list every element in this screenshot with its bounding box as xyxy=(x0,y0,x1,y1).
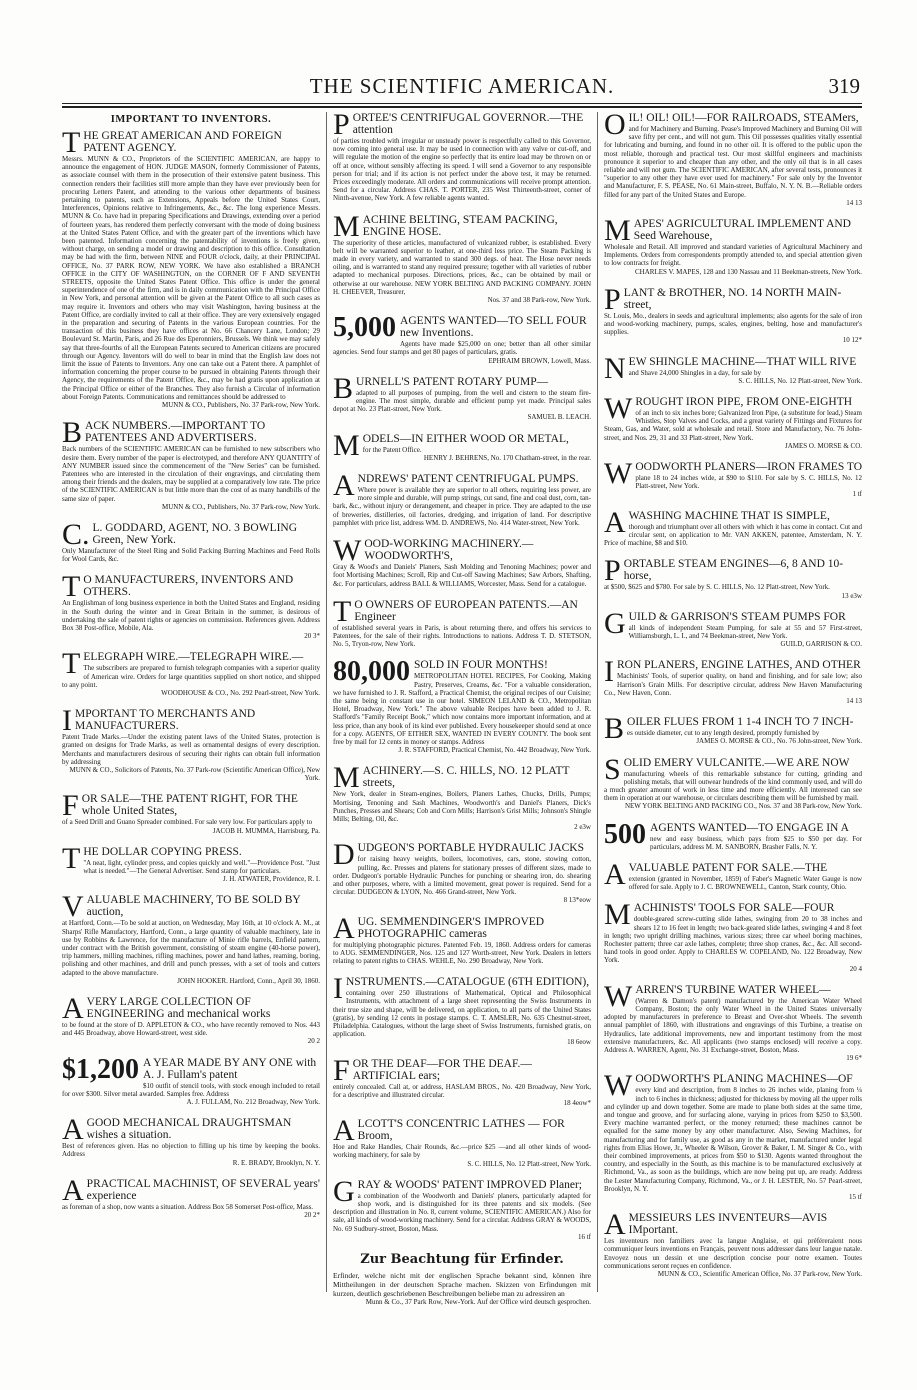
ad-headline: ALCOTT'S CONCENTRIC LATHES — FOR Broom, xyxy=(333,1114,565,1148)
ad-headline: MODELS—IN EITHER WOOD OR METAL, xyxy=(333,428,569,462)
ad-headline: PLANT & BROTHER, NO. 14 NORTH MAIN-street, xyxy=(604,282,842,316)
ad-body-text: extension (granted in November, 1859) of Faber's Magnetic Water Gauge is now offered for sale. Apply to J. C. BROWNEWELL, Canton, Stark county, Ohio. xyxy=(628,874,862,892)
ad-headline: MAPES' AGRICULTURAL IMPLEMENT AND Seed Warehouse, xyxy=(604,214,851,248)
ad-body-text: containing over 250 illustrations of Mathematical, Optical and Philosophical Instruments, with attachment of a large sheet representing the Swiss Instruments in their true size and shape, will be delivered, on application, to all parts of the United States (gratis), by sending 12 cents in postage stamps. C. T. AMSLER, No. 635 Chestnut-street, Philadelphia. Catalogues, without the large sheet of Swiss Instruments, furnished gratis, on application. xyxy=(333,989,591,1039)
section-title: IMPORTANT TO INVENTORS. xyxy=(110,114,272,125)
ad-signature: R. E. BRADY, Brooklyn, N. Y. xyxy=(232,1158,320,1167)
advertisement xyxy=(604,818,862,851)
ad-body-text: $10 outfit of stencil tools, with stock enough included to retail for over $300. Silver metal awarded. Samples free. Address xyxy=(62,1081,320,1098)
ad-headline: C.L. GODDARD, AGENT, NO. 3 BOWLING Green, New York. xyxy=(62,517,298,551)
ad-headline: PORTABLE STEAM ENGINES—6, 8 AND 10-horse, xyxy=(604,554,844,588)
ad-signature: JAMES O. MORSE & CO., No. 76 John-street, New York. xyxy=(696,737,862,746)
advertisement xyxy=(333,312,591,365)
ad-signature: MUNN & CO., Publishers, No. 37 Park-row, New York. xyxy=(161,502,320,511)
ad-body-text: and Shave 24,000 Shingles in a day, for sale by xyxy=(628,368,761,377)
ad-body-text: for the Patent Office. xyxy=(362,445,422,454)
advertisement xyxy=(62,114,320,409)
ad-headline: GUILD & GARRISON'S STEAM PUMPS FOR xyxy=(604,606,846,640)
advertisement xyxy=(333,594,591,649)
advertisement xyxy=(604,898,862,973)
ad-headline: TO MANUFACTURERS, INVENTORS AND OTHERS. xyxy=(62,570,294,604)
ad-signature: 18 4eow* xyxy=(563,1099,591,1108)
header-rule-thick xyxy=(62,106,862,108)
ad-headline: BURNELL'S PATENT ROTARY PUMP— xyxy=(333,371,549,405)
ad-signature: Munn & Co., 37 Park Row, New-York. Auf der Office wird deutsch gesprochen. xyxy=(365,1298,591,1307)
ad-headline: IRON PLANERS, ENGINE LATHES, AND OTHER xyxy=(604,655,861,689)
ad-body-text: Machinists' Tools, of superior quality, on hand and finishing, and for sale low; also Harrison's Grain Mills. For descriptive circular, address New Haven Manufacturing Co., New Haven, Conn. xyxy=(604,672,862,697)
ad-signature: CHARLES V. MAPES, 128 and 130 Nassau and 11 Beekman-streets, New York. xyxy=(635,267,862,276)
ad-signature: MUNN & CO., Scientific American Office, No. 37 Park-row, New York. xyxy=(657,1270,862,1279)
ad-headline: BOILER FLUES FROM 1 1-4 INCH TO 7 INCH- xyxy=(604,712,854,746)
column-left xyxy=(62,112,320,1292)
ad-body-text: new and easy business, which pays from $25 to $50 per day. For particulars, address M. M. SANBORN, Brasher Falls, N. Y. xyxy=(650,834,862,851)
ad-headline: FOR THE DEAF—FOR THE DEAF.—ARTIFICIAL ears; xyxy=(333,1053,532,1087)
ad-headline: SOLID EMERY VULCANITE.—WE ARE NOW xyxy=(604,752,850,786)
ad-headline: AGENTS WANTED—TO ENGAGE IN A xyxy=(650,821,849,834)
ad-headline: AVALUABLE PATENT FOR SALE.—THE xyxy=(604,857,828,891)
advertisement xyxy=(604,554,862,600)
advertisement xyxy=(604,392,862,450)
ad-body-text: of established several years in Paris, is about returning there, and offers his services to Patentees, for the sale of their rights. Introductions to nations. Address T. D. STETSON, No. 5, Tryon-row, New York. xyxy=(333,623,591,649)
ad-headline: AVERY LARGE COLLECTION OF ENGINEERING and mechanical works xyxy=(62,992,271,1026)
ad-body-text: of parties troubled with irregular or unsteady power is respectfully called to this Governor, now coming into general use. It may be used in connection with any valve or cut-off, and will regulate the motion of the engine so perfectly that its entire load may be thrown on or off at once, without sensibly affecting its speed. I will send a Governor to any responsible person for trial; and if its action is not perfect under the above test, it may be returned. Prices exceedingly moderate. All orders and communications will receive prompt attention. Send for a circular. Address CHAS. T. PORTER, 235 West Thirteenth-street, corner of Ninth-avenue, New York. A few reliable agents wanted. xyxy=(333,137,591,203)
ad-body-text: for multiplying photographic pictures. Patented Feb. 19, 1860. Address orders for cameras to AUG. SEMMENDINGER, Nos. 125 and 127 Worth-street, New York. Dealers in letters relating to patent rights to CHAS. WEHLE, No. 290 Broadway, New York. xyxy=(333,940,591,965)
ad-signature: JACOB H. MUMMA, Harrisburg, Pa. xyxy=(212,826,320,835)
ad-signature: GUILD, GARRISON & CO. xyxy=(780,640,862,649)
column-middle xyxy=(333,108,591,1307)
page-number: 319 xyxy=(828,74,860,98)
ad-headline: AGOOD MECHANICAL DRAUGHTSMAN wishes a situation. xyxy=(62,1113,292,1147)
advertisement xyxy=(333,371,591,422)
ad-signature: J. H. ATWATER, Providence, R. I. xyxy=(222,875,320,884)
ad-signature: 18 6eow xyxy=(567,1038,591,1047)
ad-signature: 20 3* xyxy=(304,632,320,641)
page-header xyxy=(62,74,862,104)
ad-headline: FOR SALE—THE PATENT RIGHT, FOR THE whole United States, xyxy=(62,789,298,823)
ad-signature: Nos. 37 and 38 Park-row, New York. xyxy=(487,296,591,305)
ad-headline: INSTRUMENTS.—CATALOGUE (6TH EDITION), xyxy=(333,972,590,1006)
advertisement xyxy=(604,1069,863,1202)
advertisement xyxy=(62,704,320,783)
ad-body-text: Best of references given. Has no objection to filling up his time by keeping the books. Address xyxy=(62,1142,320,1159)
column-separator xyxy=(597,112,598,1292)
ad-body-text: New York, dealer in Steam-engines, Boilers, Planers Lathes, Chucks, Drills, Pumps; Mortising, Tenoning and Sash Machines, Woodworth's and Daniel's Planers, Dick's Punches, Presses and Shears; Cob and Corn Mills; Harrison's Grist Mills; Johnson's Shingle Mills; Belting, Oil, &c. xyxy=(333,790,591,823)
advertisement xyxy=(333,1174,591,1241)
advertisement xyxy=(333,656,591,755)
ad-headline: AMESSIEURS LES INVENTEURS—AVIS IMportant. xyxy=(604,1208,828,1242)
ad-body-text: at Hartford, Conn.—To be sold at auction, on Wednesday, May 16th, at 10 o'clock A. M., at Sharps' Rifle Manufactory, Hartford, Conn., a large quantity of valuable machinery, late in use by Robbins & Lawrence, for the manufacture of Minie rifle barrels, Enfield pattern, under contract with the British government, consisting of steam engine (40-horse power), trip hammers, milling machines, rifling machines, power and hand lathes, reaming, boring, polishing and other machines, and drill and punch presses, with a set of tools and cutters adapted to the above manufacture. xyxy=(62,919,320,977)
advertisement xyxy=(333,534,591,588)
ad-body-text: and for Machinery and Burning. Pease's Improved Machinery and Burning Oil will save fifty per cent., and will not gum. This Oil possesses qualities vitally essential for lubricating and burning, and found in no other oil. It is offered to the public upon the most reliable, thorough and practical test. Our most skillful engineers and machinists pronounce it superior to and cheaper than any other, and the only oil that is in all cases reliable and will not gum. The SCIENTIFIC AMERICAN, after several tests, pronounces it "superior to any other they have ever used for machinery." For sale only by the Inventor and Manufacturer, F. S. PEASE, No. 61 Main-street, Buffalo, N. Y. N. B.—Reliable orders filled for any part of the United States and Europe. xyxy=(604,125,862,199)
ad-body-text: to be found at the store of D. APPLETON & CO., who have recently removed to Nos. 443 and 445 Broadway, above Howard-street, west side. xyxy=(62,1021,320,1038)
ad-headline: WROUGHT IRON PIPE, FROM ONE-EIGHTH xyxy=(604,392,853,426)
ad-signature: SAMUEL B. LEACH. xyxy=(527,413,591,422)
ad-headline: BACK NUMBERS.—IMPORTANT TO PATENTEES AND ADVERTISERS. xyxy=(62,416,266,450)
column-right xyxy=(604,108,863,1292)
ad-headline: IMPORTANT TO MERCHANTS AND MANUFACTURERS. xyxy=(62,704,256,738)
advertisement xyxy=(604,505,862,548)
ad-signature: 19 6* xyxy=(846,1054,862,1063)
ad-body-text: Only Manufacturer of the Steel Ring and Solid Packing Burring Machines and Feed Rolls for Wool Cards, &c. xyxy=(62,546,320,564)
ad-headline: A YEAR MADE BY ANY ONE with A. J. Fullam's patent xyxy=(143,1056,317,1081)
ad-signature: 20 2* xyxy=(304,1211,320,1220)
advertisement xyxy=(604,214,862,276)
advertisement xyxy=(333,761,591,832)
ad-headline: VALUABLE MACHINERY, TO BE SOLD BY auction, xyxy=(62,890,301,924)
ad-body-text: Agents have made $25,000 on one; better than all other similar agencies. Send four stamps and get 80 pages of particulars, gratis. xyxy=(333,340,591,357)
ad-signature: WOODHOUSE & CO., No. 292 Pearl-street, New York. xyxy=(161,688,320,697)
ad-body-text: plane 18 to 24 inches wide, at $90 to $110. For sale by S. C. HILLS, No. 12 Platt-street, New York. xyxy=(635,474,862,491)
advertisement xyxy=(604,457,862,499)
advertisement xyxy=(333,209,591,305)
advertisement xyxy=(333,911,591,966)
ad-body-text: of an inch to six inches bore; Galvanized Iron Pipe, (a substitute for lead,) Steam Whistles, Stop Valves and Cocks, and a great variety of Fittings and Fixtures for Steam, Gas, and Water, sold at wholesale and retail. Store and Manufactory, No. 76 John-street, and Nos. 29, 31 and 33 Platt-street, New York. xyxy=(604,409,862,442)
ad-headline: MACHINE BELTING, STEAM PACKING, ENGINE HOSE. xyxy=(333,209,558,243)
ad-signature: 14 13 xyxy=(846,198,862,207)
ad-body-text: at $500, $625 and $780. For sale by S. C. HILLS, No. 12 Platt-street, New York. xyxy=(604,583,830,592)
ad-body-text: The subscribers are prepared to furnish telegraph companies with a superior quality of American wire. Orders for large quantities supplied on short notice, and shipped to any point. xyxy=(62,664,320,689)
page-title: THE SCIENTIFIC AMERICAN. xyxy=(309,74,615,98)
ad-signature: HENRY J. BEHRENS, No. 170 Chatham-street, in the rear. xyxy=(423,453,591,462)
ad-signature: JOHN HOOKER. Hartford, Conn., April 30, 1860. xyxy=(177,976,320,985)
ad-body-text: Patent Trade Marks.—Under the existing patent laws of the United States, protection is granted on designs for Trade Marks, as well as ornamental designs of every description. Merchants and manufacturers desirous of securing their rights can obtain full information by addressing xyxy=(62,733,320,766)
ad-headline: THE GREAT AMERICAN AND FOREIGN PATENT AGENCY. xyxy=(62,126,282,159)
ad-signature: 8 13*eow xyxy=(563,896,591,905)
advertisement xyxy=(604,857,862,892)
advertisement xyxy=(604,1208,862,1279)
ad-headline: NEW SHINGLE MACHINE—THAT WILL RIVE xyxy=(604,351,857,385)
ad-body-text: Back numbers of the SCIENTIFIC AMERICAN can be furnished to new subscribers who desire them. Every number of the paper is electrotyped, and therefore ANY QUANTITY of ANY NUMBER issued since the commencement of the "New Series" can be furnished. Patentees who are interested in the circulation of their engravings, and circulating them among their friends and the dealers, may be supplied at a comparatively low rate. The price of the SCIENTIFIC AMERICAN is but little more than the cost of as many handbills of the same size of paper. xyxy=(62,445,320,503)
advertisement xyxy=(604,606,862,649)
ad-signature: NEW YORK BELTING AND PACKING CO., Nos. 37 and 38 Park-row, New York. xyxy=(624,802,862,811)
advertisement xyxy=(333,1114,591,1168)
ad-headline: DUDGEON'S PORTABLE HYDRAULIC JACKS xyxy=(333,838,584,872)
ad-body-text: manufacturing wheels of this remarkable substance for cutting, grinding and polishing metals, that will outwear hundreds of the kind commonly used, and will do a much greater amount of work in less time and more efficiently. All interested can see them in operation at our warehouse, or circulars describing them will be furnished by mail. xyxy=(604,769,862,803)
ad-signature: 10 12* xyxy=(842,336,862,345)
ad-body-text: Les inventeurs non familiers avec la langue Anglaise, et qui préféreraient nous communiquer leurs inventions en Français, peuvent nous addresser dans leur langue natale. Envoyez nous un dessin et une description concise pour notre examen. Toutes communications seront reçues en confidence. xyxy=(604,1237,862,1270)
ad-body-text: Where power is available they are superior to all others, requiring less power, are more simple and durable, will pump strings, cut sand, fine and coal dust, corn, tan-bark, &c., without injury or derangement, and cheaper in price. They are adapted to the use of breweries, distilleries, oil factories, dredging, and irrigation of land. For descriptive pamphlet with price list, address WM. D. ANDREWS, No. 414 Water-street, New York. xyxy=(333,486,591,527)
ad-body-text: all kinds of independent Steam Pumping, for sale at 55 and 57 First-street, Williamsburgh, L. I., and 74 Beekman-street, New York. xyxy=(628,623,862,640)
advertisement xyxy=(333,1053,591,1108)
ad-body-text: Messrs. MUNN & CO., Proprietors of the SCIENTIFIC AMERICAN, are happy to announce the engagement of HON. JUDGE MASON, formerly Commissioner of Patents, as associate counsel with them in the prosecution of their extensive patent business. This connection renders their facilities still more ample than they have ever previously been for procuring Letters Patent, and attending to the various other departments of business pertaining to patents, such as Extensions, Appeals before the United States Court, Interferences, Opinions relative to Infringements, &c., &c. The long experience Messrs. MUNN & Co. have had in preparing Specifications and Drawings, extending over a period of fourteen years, has rendered them perfectly conversant with the mode of doing business at the United States Patent Office, and with the greater part of the inventions which have been patented. Information concerning the patentability of inventions is freely given, without charge, on sending a model or drawing and description to this office. Consultation may be had with the firm, between NINE and FOUR o'clock, daily, at their PRINCIPAL OFFICE, No. 37 PARK ROW, NEW YORK. We have also established a BRANCH OFFICE in the CITY OF WASHINGTON, on the CORNER OF F AND SEVENTH STREETS, opposite the United States Patent Office. This office is under the general superintendence of one of the firm, and is in daily communication with the Principal Office in New York, and personal attention will be given at the Patent Office to all such cases as may require it. Inventors and others who may visit Washington, having business at the Patent Office, are cordially invited to call at their office. They are very extensively engaged in the preparation and securing of Patents in the various European countries. For the transaction of this business they have offices at No. 66 Chancery Lane, London; 29 Boulevard St. Martin, Paris, and 26 Rue des Eperonniers, Brussels. We think we may safely say that three-fourths of all the European Patents secured to American citizens are procured through our Agency. Inventors will do well to bear in mind that the English law does not limit the issue of Patents to Inventors. Any one can take out a Patent there. A pamphlet of information concerning the proper course to be pursued in obtaining Patents through their Agency, the requirements of the Patent Office, &c., may be had gratis upon application at the Principal Office or either of the Branches. They also furnish a Circular of information about Foreign Patents. Communications and remittances should be addressed to xyxy=(62,155,320,401)
ad-signature: 13 e3w xyxy=(841,591,862,600)
ad-signature: J. R. STAFFORD, Practical Chemist, No. 442 Broadway, New York. xyxy=(398,746,591,755)
ad-headline: TO OWNERS OF EUROPEAN PATENTS.—AN Engineer xyxy=(333,594,578,628)
advertisement xyxy=(604,282,862,345)
advertisement xyxy=(604,351,862,385)
advertisement xyxy=(62,1113,320,1167)
ad-signature: JAMES O. MORSE & CO. xyxy=(784,441,862,450)
ad-headline: WOODWORTH PLANERS—IRON FRAMES TO xyxy=(604,457,862,491)
ad-body-text: (Warren & Damon's patent) manufactured by the American Water Wheel Company, Boston; the only Water Wheel in the United States universally adopted by manufacturers in preference to Breast and Over-shot Wheels. The seventh annual pamphlet of 1860, with illustrations and engravings of this Turbine, a treatise on Hydraulics, late additional improvements, new and important testimony from the most extensive manufacturers, &c. All applicants (two stamps enclosed) will receive a copy. Address A. WARREN, Agent, No. 31 Exchange-street, Boston, Mass. xyxy=(604,996,862,1054)
ad-body-text: Wholesale and Retail. All improved and standard varieties of Agricultural Machinery and Implements. Orders from correspondents promptly attended to, and special attention given to low contracts for freight. xyxy=(604,243,862,268)
ad-body-text: for raising heavy weights, boilers, locomotives, cars, stone, stowing cotton, pulling, &c. Presses and platens for stationary presses of different sizes, made to order. Dudgeon's portable Hydraulic Punches for punching or shearing iron, do. shearing and other purposes, where, with a limited movement, great power is required. Send for a circular. DUDGEON & LYON, No. 466 Grand-street, New York. xyxy=(333,855,591,897)
ad-body-text: every kind and description, from 8 inches to 26 inches wide, planing from ¼ inch to 6 inches in thickness; adjusted for thickness by moving all the upper rolls and cylinder up and down together. Some are made to plane both sides at the same time, and tongue and groove, and for surfacing alone, varying in prices from $250 to $3,500. Every machine warranted perfect, or the money returned; these machines cannot be equalled for the same money by any other manufacturer. Also, Sewing Machines, for manufacturing and for family use, as good as any in the market, manufactured under legal rights from Elias Howe, Jr., Wheeler & Wilson, Grover & Baker, I. M. Singer & Co., with their combined improvements, at prices from $50 to $130. Agents wanted throughout the country, and especially in the South, as this machine is to be manufactured exclusively at Richmond, Va., as soon as the buildings, which are now being put up, are ready. Address the Lester Manufacturing Company, Richmond, Va., or J. H. LESTER, No. 57 Pearl-street, Brooklyn, N. Y. xyxy=(604,1086,863,1193)
ad-headline: MACHINISTS' TOOLS FOR SALE—FOUR xyxy=(604,898,835,932)
ad-headline: ANDREWS' PATENT CENTRIFUGAL PUMPS. xyxy=(333,469,579,503)
ad-headline: OIL! OIL! OIL!—FOR RAILROADS, STEAMers, xyxy=(604,108,859,141)
ad-body-text: thorough and triumphant over all others with which it has come in contact. Cut and circular sent, on application to Mr. VAN AKKEN, patentee, Amsterdam, N. Y. Price of machine, $8 and $10. xyxy=(604,522,862,548)
advertisement xyxy=(604,655,862,705)
ad-body-text: The superiority of these articles, manufactured of vulcanized rubber, is established. Every belt will be warranted superior to leather, at one-third less price. The Steam Packing is made in every variety, and warranted to stand 300 degs. of heat. The Hose never needs oiling, and is warranted to stand any required pressure; together with all varieties of rubber adapted to mechanical purposes. Directions, prices, &c., can be obtained by mail or otherwise at our warehouse. NEW YORK BELTING AND PACKING COMPANY. JOHN H. CHEEVER, Treasurer, xyxy=(333,238,591,296)
ad-headline: MACHINERY.—S. C. HILLS, NO. 12 PLATT streets, xyxy=(333,761,570,795)
advertisement xyxy=(62,789,320,835)
ad-body-text: METROPOLITAN HOTEL RECIPES, For Cooking, Making Pastry, Preserves, Creams, &c. "For a valuable consideration, we have furnished to J. R. Stafford, a Practical Chemist, the original recipes of our Cuisine; the same being in constant use in our hotel. SIMEON LELAND & CO., Metropolitan Hotel, Broadway, New York." The above valuable Recipes have been added to J. R. Stafford's "Family Receipt Book," which now contains more important information, and at less price, than any book of its kind ever published. Every housekeeper should send at once for a copy. AGENTS, OF EITHER SEX, WANTED IN EVERY COUNTY. The book sent free by mail for 12 cents in money or stamps. Address xyxy=(333,672,591,746)
ad-body-text: Gray & Wood's and Daniels' Planers, Sash Molding and Tenoning Machines; power and foot Mortising Machines; Scroll, Rip and Cut-off Sawing Machines; Saw Arbors, Shafting, &c. For particulars, address BALL & WILLIAMS, Worcester, Mass. Send for a catalogue. xyxy=(333,563,591,588)
ad-signature: 20 4 xyxy=(849,964,862,973)
ad-body-text: Hoe and Rake Handles, Chair Rounds, &c.—price $25 —and all other kinds of wood-working machinery, for sale by xyxy=(333,1143,591,1160)
ad-headline: SOLD IN FOUR MONTHS! xyxy=(414,659,548,672)
advertisement xyxy=(62,841,320,884)
advertisement xyxy=(62,570,320,641)
ad-body-text: of a Seed Drill and Guano Spreader combined. For sale very low. For particulars apply to xyxy=(62,818,313,827)
ad-signature: S. C. HILLS, No. 12 Platt-street, New York. xyxy=(738,376,862,385)
advertisement xyxy=(62,647,320,697)
advertisement xyxy=(333,108,591,203)
ad-headline: APRACTICAL MACHINIST, OF SEVERAL years' experience xyxy=(62,1173,320,1207)
advertisement xyxy=(62,1173,320,1220)
advertisement xyxy=(62,517,320,564)
advertisement xyxy=(333,972,591,1047)
ad-body-text: Erfinder, welche nicht mit der englischen Sprache bekannt sind, können ihre Mittheilungen in der deutschen Sprache machen. Skizzen von Erfindungen mit kurzen, deutlich geschriebenen Beschreibungen beliebe man zu adressiren an xyxy=(333,1271,591,1299)
ad-headline: THE DOLLAR COPYING PRESS. xyxy=(62,841,242,875)
ad-body-text: "A neat, light, cylinder press, and copies quickly and well."—Providence Post. "Just what is needed."—The General Advertiser. Send stamp for particulars. xyxy=(83,858,320,875)
german-notice-title: Zur Beachtung für Erfinder. xyxy=(360,1252,564,1268)
ad-headline: AWASHING MACHINE THAT IS SIMPLE, xyxy=(604,505,830,539)
advertisement xyxy=(604,752,862,811)
ad-signature: 20 2 xyxy=(307,1037,320,1046)
ad-body-text: adapted to all purposes of pumping, from the well and cistern to the steam fire-engine. The most simple, durable and efficient pump yet made. Principal sales depot at No. 23 Platt-street, New York. xyxy=(333,388,591,414)
advertisement xyxy=(604,979,862,1063)
ad-big-number: 80,000 xyxy=(333,656,410,688)
ad-headline: WOOD-WORKING MACHINERY.—WOODWORTH'S, xyxy=(333,534,534,568)
advertisement xyxy=(333,838,591,905)
ad-body-text: es outside diameter, cut to any length desired, promptly furnished by xyxy=(627,729,820,738)
ad-big-number: $1,200 xyxy=(62,1053,139,1085)
ad-signature: 1 tf xyxy=(852,490,862,499)
ad-headline: PORTEE'S CENTRIFUGAL GOVERNOR.—THE attention xyxy=(333,108,584,141)
ad-big-number: 5,000 xyxy=(333,312,396,344)
ad-signature: A. J. FULLAM, No. 212 Broadway, New York. xyxy=(186,1098,320,1107)
ad-body-text: entirely concealed. Call at, or address, HASLAM BROS., No. 420 Broadway, New York, for a descriptive and illustrated circular. xyxy=(333,1082,591,1099)
ad-headline: WOODWORTH'S PLANING MACHINES—OF xyxy=(604,1069,853,1103)
ad-body-text: double-geared screw-cutting slide lathes, swinging from 20 to 38 inches and shears 12 to 16 feet in length; two back-geared slide lathes, swinging 4 and 8 feet in length; two upright drilling machines, various sizes; three car wheel boring machines, Rochester pattern; three car axle lathes, complete; three shop cranes, &c., &c. All second-hand tools in good order. Apply to CHARLES W. COPELAND, No. 122 Broadway, New York. xyxy=(604,915,862,965)
advertisement xyxy=(333,1252,591,1306)
ad-body-text: St. Louis, Mo., dealers in seeds and agricultural implements; also agents for the sale of iron and wood-working machinery, pumps, scales, engines, belting, hose and manufacturer's supplies. xyxy=(604,311,862,337)
advertisement xyxy=(604,712,862,746)
ad-body-text: a combination of the Woodworth and Daniels' planers, particularly adapted for shop work, and is distinguished for its three patents and six models. (See description and illustration in No. 8, current volume, SCIENTIFIC AMERICAN.) Also for sale, all kinds of wood-working machinery. Send for a circular. Address GRAY & WOODS, No. 69 Sudbury-street, Boston, Mass. xyxy=(333,1191,591,1233)
advertisement xyxy=(604,108,862,207)
ad-big-number: 500 xyxy=(604,818,646,850)
advertisement xyxy=(62,1053,320,1107)
ad-signature: 2 e3w xyxy=(574,823,591,832)
ad-signature: 16 tf xyxy=(577,1232,591,1241)
advertisement xyxy=(333,428,591,462)
advertisement xyxy=(62,890,320,985)
ad-body-text: An Englishman of long business experience in both the United States and England, residing in the South during the winter and in Great Britain in the summer, is desirous of undertaking the sale of patent rights or agencies on commission. References given. Address Box 38 Post-office, Mobile, Ala. xyxy=(62,599,320,632)
advertisement xyxy=(62,416,320,511)
ad-headline: TELEGRAPH WIRE.—TELEGRAPH WIRE.— xyxy=(62,647,304,681)
column-separator xyxy=(326,112,327,1292)
ad-signature: 14 13 xyxy=(846,696,862,705)
ad-signature: S. C. HILLS, No. 12 Platt-street, New York. xyxy=(467,1159,591,1168)
ad-signature: MUNN & CO., Publishers, No. 37 Park-row, New York. xyxy=(161,401,320,410)
ad-signature: MUNN & CO., Solicitors of Patents, No. 37 Park-row (Scientific American Office), New York. xyxy=(69,765,320,783)
advertisement xyxy=(62,992,320,1046)
advertisement xyxy=(333,469,591,527)
ad-body-text: as foreman of a shop, now wants a situation. Address Box 58 Somerset Post-office, Mass. xyxy=(62,1202,314,1211)
header-rule-thin xyxy=(62,103,862,104)
ad-signature: 15 tf xyxy=(848,1193,862,1202)
ad-headline: WARREN'S TURBINE WATER WHEEL— xyxy=(604,979,831,1013)
ad-signature: EPHRAIM BROWN, Lowell, Mass. xyxy=(488,356,591,365)
ad-headline: AGENTS WANTED—TO SELL FOUR new Inventions. xyxy=(400,315,587,340)
ad-headline: AUG. SEMMENDINGER'S IMPROVED PHOTOGRAPHIC cameras xyxy=(333,911,545,945)
ad-headline: GRAY & WOODS' PATENT IMPROVED Planer; xyxy=(333,1174,582,1208)
